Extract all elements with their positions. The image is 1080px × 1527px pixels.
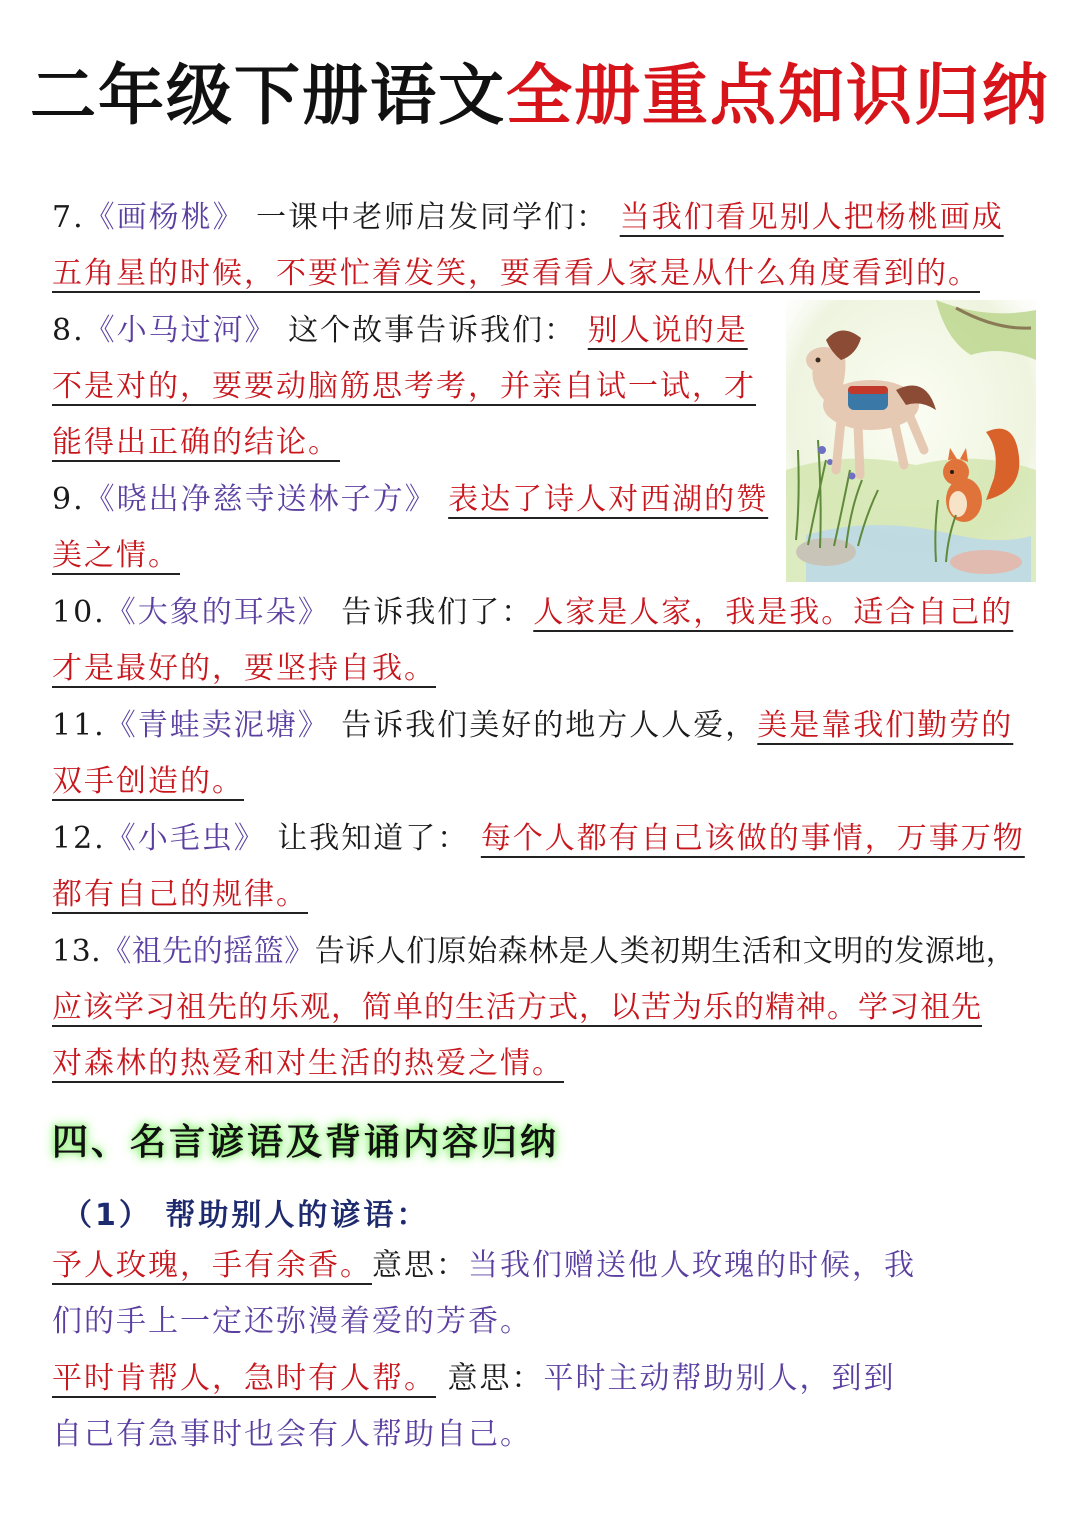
item-13-line3 xyxy=(52,1044,564,1084)
pony-squirrel-illustration xyxy=(786,300,1036,582)
answer-text: 都有自己的规律。 xyxy=(52,877,308,912)
answer-text: 不是对的，要要动脑筋思考考，并亲自试一试，才 xyxy=(52,369,756,404)
item-number: 8. xyxy=(52,313,85,348)
proverb-text: 平时肯帮人，急时有人帮。 xyxy=(52,1361,436,1396)
item-number: 11. xyxy=(52,708,106,743)
proverb-2-line1 xyxy=(52,1359,896,1399)
book-title: 《晓出净慈寺送林子方》 xyxy=(84,482,437,517)
item-lead: 这个故事告诉我们： xyxy=(276,313,577,348)
item-9-line1 xyxy=(52,480,768,520)
item-7-line1 xyxy=(52,198,1004,238)
answer-text: 才是最好的，要坚持自我。 xyxy=(52,651,436,686)
item-10-line1 xyxy=(52,593,1013,633)
item-11-line1 xyxy=(52,706,1013,746)
item-7-line2 xyxy=(52,254,980,294)
meaning-label: 意思： xyxy=(372,1248,468,1283)
proverb-meaning: 当我们赠送他人玫瑰的时候，我 xyxy=(468,1248,916,1283)
book-title: 《小毛虫》 xyxy=(105,821,266,856)
proverb-2-line2 xyxy=(52,1415,532,1455)
proverb-meaning: 自己有急事时也会有人帮助自己。 xyxy=(52,1417,532,1452)
item-12-line1 xyxy=(52,819,1025,859)
proverb-text: 予人玫瑰，手有余香。 xyxy=(52,1248,372,1283)
answer-text: 当我们看见别人把杨桃画成 xyxy=(619,200,1004,235)
item-lead: 告诉我们了： xyxy=(329,595,534,630)
item-lead: 让我知道了： xyxy=(265,821,470,856)
book-title: 《青蛙卖泥塘》 xyxy=(105,708,330,743)
page-title xyxy=(0,42,1080,137)
meaning-label: 意思： xyxy=(436,1361,544,1396)
subsection-1-heading: （1） 帮助别人的谚语： xyxy=(62,1198,430,1233)
answer-text: 别人说的是 xyxy=(587,313,748,348)
item-lead: 告诉我们美好的地方人人爱， xyxy=(329,708,758,743)
item-number: 10. xyxy=(52,595,106,630)
answer-text: 表达了诗人对西湖的赞 xyxy=(448,482,769,517)
item-number: 9. xyxy=(52,482,85,517)
item-10-line2 xyxy=(52,649,436,689)
item-8-line2 xyxy=(52,367,756,407)
item-11-line2 xyxy=(52,762,244,802)
item-number: 13. xyxy=(52,934,102,969)
title-part1: 二年级下册语文 xyxy=(30,57,506,134)
item-8-line1 xyxy=(52,311,748,351)
answer-text: 五角星的时候，不要忙着发笑，要看看人家是从什么角度看到的。 xyxy=(52,256,980,291)
proverb-meaning: 们的手上一定还弥漫着爱的芳香。 xyxy=(52,1304,532,1339)
item-number: 12. xyxy=(52,821,106,856)
book-title: 《祖先的摇篮》 xyxy=(101,934,315,969)
answer-text: 对森林的热爱和对生活的热爱之情。 xyxy=(52,1046,564,1081)
answer-text: 人家是人家，我是我。适合自己的 xyxy=(533,595,1014,630)
item-lead: 告诉人们原始森林是人类初期生活和文明的发源地， xyxy=(314,934,1017,969)
book-title: 《大象的耳朵》 xyxy=(105,595,330,630)
item-13-line2 xyxy=(52,988,982,1028)
answer-text: 应该学习祖先的乐观，简单的生活方式，以苦为乐的精神。学习祖先 xyxy=(52,990,982,1025)
item-9-line2 xyxy=(52,536,180,576)
proverb-1-line1 xyxy=(52,1246,916,1286)
title-part2: 全册重点知识归纳 xyxy=(506,57,1050,134)
proverb-1-line2 xyxy=(52,1302,532,1342)
answer-text: 美之情。 xyxy=(52,538,180,573)
item-13-line1 xyxy=(52,932,1016,972)
answer-text: 双手创造的。 xyxy=(52,764,244,799)
answer-text: 美是靠我们勤劳的 xyxy=(757,708,1014,743)
book-title: 《画杨桃》 xyxy=(84,200,245,235)
answer-text: 能得出正确的结论。 xyxy=(52,425,340,460)
item-number: 7. xyxy=(52,200,85,235)
item-12-line2 xyxy=(52,875,308,915)
item-lead: 一课中老师启发同学们： xyxy=(244,200,609,235)
proverb-meaning: 平时主动帮助别人，到到 xyxy=(543,1361,896,1396)
item-8-line3 xyxy=(52,423,340,463)
answer-text: 每个人都有自己该做的事情，万事万物 xyxy=(480,821,1025,856)
section-4-heading: 四、名言谚语及背诵内容归纳 xyxy=(52,1122,560,1163)
book-title: 《小马过河》 xyxy=(84,313,277,348)
